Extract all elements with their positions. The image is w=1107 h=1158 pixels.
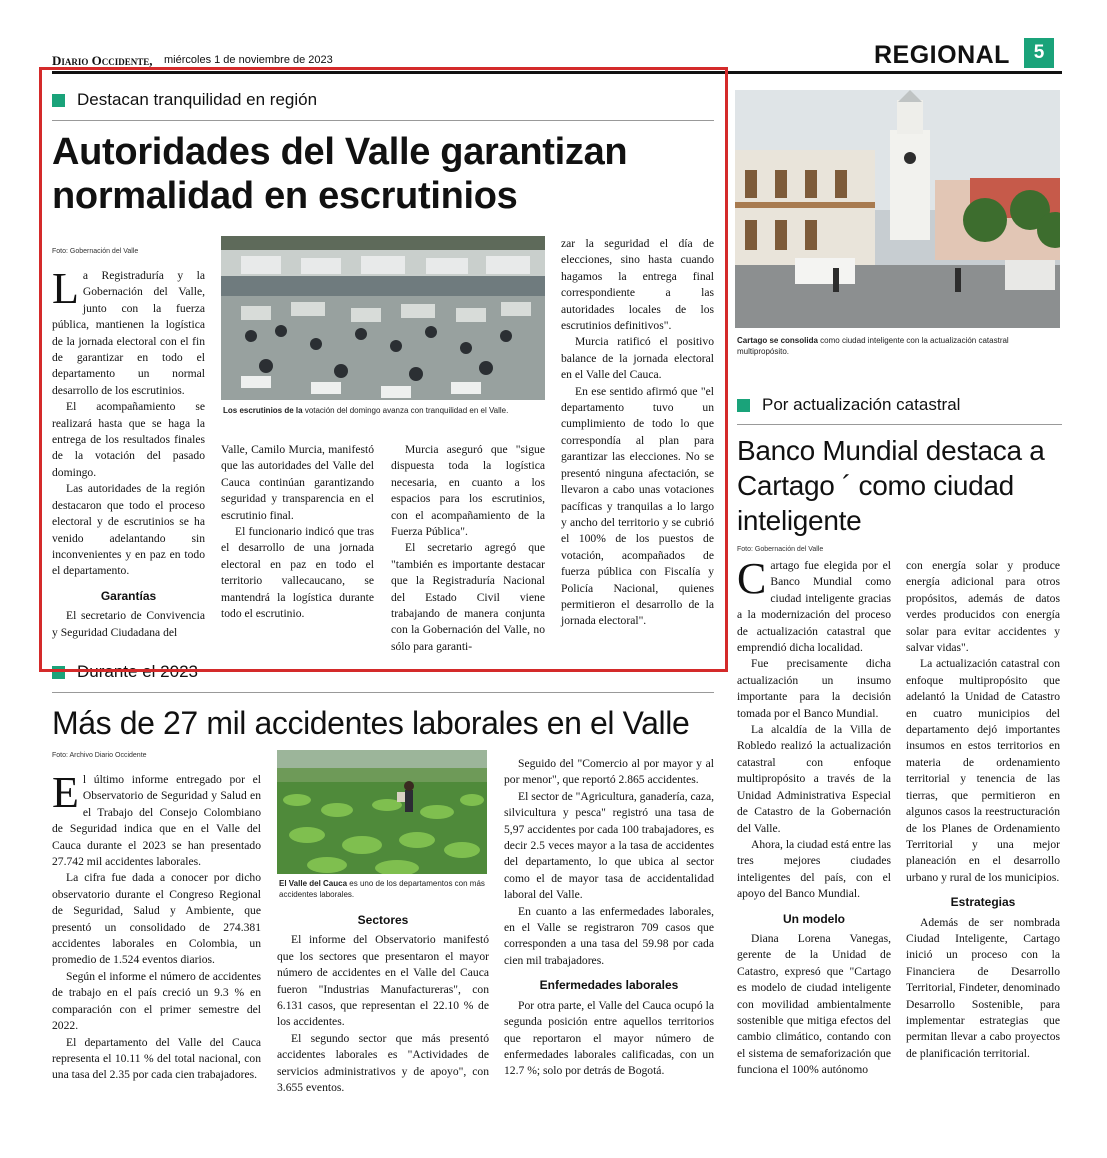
page-number: 5 (1024, 38, 1054, 68)
article1-col1-p3: Las autoridades de la región destacaron que todo el proceso electoral y de escrutinios se ha venido adelantando sin inconvenientes y en paz en todo el departamento. (52, 482, 205, 578)
article1-col1-p1: a Registraduría y la Gobernación del Valle, junto con la fuerza pública, mantienen la logística de la jornada electoral con el fin de garantizar en todo el departamento un normal desarrollo de los escrutinios. (52, 269, 205, 397)
article2-col1-p2: La cifra fue dada a conocer por dicho observatorio durante el Congreso Regional de Seguridad, Salud y Ambiente, que presentó un consolidado de 274.381 accidentes laborales en Colombia, un promedio de 1.524 eventos diarios. (52, 871, 261, 967)
article2-col2-p1: El informe del Observatorio manifestó que los sectores que presentaron el mayor número de accidentes en el Valle del Cauca fueron "Industrias Manufactureras", con 6.131 casos, que representan el 22.10 % de los accidentes. (277, 933, 489, 1029)
article2-col3-p2: El sector de "Agricultura, ganadería, caza, silvicultura y pesca" registró una tasa de 5,97 accidentes por cada 100 trabajadores, es decir 2.5 veces mayor a la tasa de accidentes del departamento, lo que ubica al sector como el de mayor tasa de accidentalidad laboral del Valle. (504, 789, 714, 902)
paper-name: Diario Occidente, (52, 53, 153, 68)
article3-caption-rest: como ciudad inteligente con la actualización catastral multipropósito. (737, 336, 1009, 356)
article3-photo-credit: Foto: Gobernación del Valle (737, 546, 824, 553)
article2-headline: Más de 27 mil accidentes laborales en el Valle (52, 705, 690, 741)
article3-kicker (737, 395, 1062, 415)
article2-subhead-sectores: Sectores (357, 913, 409, 927)
article1-col3-p1: Murcia aseguró que "sigue dispuesta toda la logística necesaria, en cuanto a los espacios para los escrutinios, con el acompañamiento de la Fuerza Pública". (391, 443, 545, 539)
section-name: REGIONAL (874, 41, 1010, 69)
bullet-square-icon (737, 399, 750, 412)
article1-col3-p2: El secretario agregó que "también es importante destacar que la Registraduría Nacional del Estado Civil viene trabajando de manera conjunta con la Gobernación del Valle, no sólo para garanti- (391, 541, 545, 653)
article2-kicker-rule (52, 692, 714, 693)
article1-col2-p2: El funcionario indicó que tras el desarrollo de una jornada electoral en paz en todo el territorio vallecaucano, se mantendrá la logística durante todo el escrutinio. (221, 525, 374, 621)
article2-col1 (52, 768, 261, 1084)
article2-kicker (52, 662, 712, 682)
article1-col4-p1: zar la seguridad el día de elecciones, sino hasta cuando hagamos la entrega final correspondiente a las autoridades locales de los escrutinios definitivos". (561, 237, 714, 333)
article1-col4-p2: Murcia ratificó el positivo balance de la jornada electoral en el Valle del Cauca. (561, 335, 714, 382)
article3-col2-p1: con energía solar y produce energía adicional para otros propósitos, además de datos verdes producidos con energía solar para evitar accidentes y salvar vidas". (906, 559, 1060, 655)
article2-subhead-enfermedades: Enfermedades laborales (539, 978, 679, 993)
article2-col3-p1: Seguido del "Comercio al por mayor y al por menor", que reportó 2.865 accidentes. (504, 757, 714, 787)
article1-col3 (391, 442, 545, 655)
article1-col4 (561, 236, 714, 630)
article3-col1-p5: Diana Lorena Vanegas, gerente de la Unidad de Catastro, expresó que "Cartago es modelo de ciudad inteligente con movilidad ambientalmente sostenible que mitiga efectos del cambio climático, contando con el sistema de semaforización que funciona el 100% autónomo (737, 931, 891, 1077)
article2-col2 (277, 908, 489, 1096)
bullet-square-icon (52, 94, 65, 107)
article3-dropcap: C (737, 554, 767, 603)
article1-col1-p4: El secretario de Convivencia y Seguridad Ciudadana del (52, 609, 205, 639)
article2-col3-p4: Por otra parte, el Valle del Cauca ocupó la segunda posición entre aquellos territorios que reportaron el mayor número de enfermedades laborales calificadas, con un 12.7 %; solo por detrás de Bogotá. (504, 998, 714, 1078)
article3-col1 (737, 554, 891, 1079)
article2-kicker-text: Durante el 2023 (77, 662, 198, 681)
article1-caption-bold: Los escrutinios de la (223, 406, 303, 415)
article1-photo (221, 236, 545, 400)
article1-col1-p2: El acompañamiento se realizará hasta que se haga la entrega de los resultados finales de la votación del pasado domingo. (52, 400, 205, 479)
article3-col2-p3: Además de ser nombrada Ciudad Inteligente, Cartago inició un proceso con la Financiera de Desarrollo Territorial, Findeter, denominado Desarrollo Sostenible, para implementar estrategias que permitan llevar a cabo proyectos de planificación territorial. (906, 915, 1060, 1060)
article2-dropcap: E (52, 768, 79, 817)
article2-col1-p3: Según el informe el número de accidentes de trabajo en el país creció un 9.3 % en comparación con el primer semestre del 2022. (52, 969, 261, 1033)
article1-col2-p1: Valle, Camilo Murcia, manifestó que las autoridades del Valle del Cauca continúan garantizando seguridad y transparencia en el escrutinio final. (221, 443, 374, 522)
article2-photo-caption (279, 878, 491, 900)
article1-col4-p3: En ese sentido afirmó que "el departamento tuvo un cumplimiento de todo lo que correspondía al plan para garantizar las elecciones. No se presentó ninguna afectación, se llevaron a cabo unas votaciones pacíficas y tranquilas a lo largo y ancho del territorio y se cubrió el 100% de los puestos de votación, acompañados de fuerza pública con Fiscalía y Policía Nacional, quienes permitieron el desarrollo de la jornada electoral". (561, 384, 714, 628)
article3-col1-p1: artago fue elegida por el Banco Mundial como ciudad inteligente gracias a la modernización del proceso de actualización catastral que emprendió dicha localidad. (737, 559, 891, 655)
article2-caption-bold: El Valle del Cauca (279, 879, 348, 888)
article3-kicker-text: Por actualización catastral (762, 395, 961, 414)
article3-kicker-rule (737, 424, 1062, 425)
article2-col2-p2: El segundo sector que más presentó accidentes laborales es "Actividades de servicios administrativos y de apoyo", con 3.655 eventos. (277, 1031, 489, 1095)
article3-caption-bold: Cartago se consolida (737, 336, 818, 345)
article2-col3 (504, 756, 714, 1080)
article3-col1-p2: Fue precisamente dicha actualización un insumo importante para la decisión tomada por el Banco Mundial. (737, 657, 891, 720)
article1-subhead-garantias: Garantías (100, 588, 157, 603)
article2-photo (277, 750, 487, 874)
article1-dropcap: L (52, 264, 79, 313)
article1-headline: Autoridades del Valle garantizan normalidad en escrutinios (52, 131, 628, 217)
bullet-square-icon (52, 666, 65, 679)
article3-col1-p4: Ahora, la ciudad está entre las tres mejores ciudades inteligentes del país, con el apoyo del Banco Mundial. (737, 837, 891, 901)
article2-col3-p3: En cuanto a las enfermedades laborales, en el Valle se registraron 709 casos que corresponden a una tasa del 59.98 por cada cien mil trabajadores. (504, 904, 714, 967)
article1-caption-rest: votación del domingo avanza con tranquilidad en el Valle. (304, 406, 509, 415)
article3-photo (735, 90, 1060, 328)
masthead-rule (52, 71, 1062, 74)
issue-date: miércoles 1 de noviembre de 2023 (164, 54, 333, 66)
article3-headline: Banco Mundial destaca a Cartago ´ como ciudad inteligente (737, 435, 1045, 536)
article2-photo-credit: Foto: Archivo Diario Occidente (52, 752, 147, 759)
article1-kicker (52, 90, 712, 110)
article3-subhead-estrategias: Estrategias (950, 895, 1016, 910)
article1-col1 (52, 264, 205, 641)
article3-col2 (906, 558, 1060, 1062)
article2-col1-p1: l último informe entregado por el Observatorio de Seguridad y Salud en el Trabajo del Consejo Colombiano de Seguridad indica que en el Valle del Cauca durante el 2023 se han presentado 27.742 mil accidentes laborales. (52, 773, 261, 869)
article3-col1-p3: La alcaldía de la Villa de Robledo realizó la actualización catastral con enfoque multipropósito a través de la Unidad Administrativa Especial de Catastro de la Gobernación del Valle. (737, 723, 891, 835)
article2-col1-p4: El departamento del Valle del Cauca representa el 10.11 % del total nacional, con una tasa del 2.35 por cada cien trabajadores. (52, 1035, 261, 1082)
article2-caption-rest: es uno de los departamentos con más accidentes laborales. (279, 879, 485, 899)
article1-kicker-rule (52, 120, 714, 121)
article1-photo-credit: Foto: Gobernación del Valle (52, 248, 139, 255)
article3-subhead-modelo: Un modelo (783, 911, 845, 926)
article1-kicker-text: Destacan tranquilidad en región (77, 90, 318, 109)
masthead (52, 41, 1062, 72)
article3-col2-p2: La actualización catastral con enfoque multipropósito que adelantó la Unidad de Catastro en cuatro municipios del departamento dejó importantes insumos en estos territorios en materia de ordenamiento territorial y tenencia de las tierras, que permitieron en algunos casos la reestructuración de los Planes de Ordenamiento Territorial y una mejor planeación en el desarrollo urbano y rural de los municipios. (906, 657, 1060, 884)
article1-photo-caption (223, 405, 545, 416)
article3-photo-caption (737, 335, 1062, 357)
article1-col2 (221, 442, 374, 622)
